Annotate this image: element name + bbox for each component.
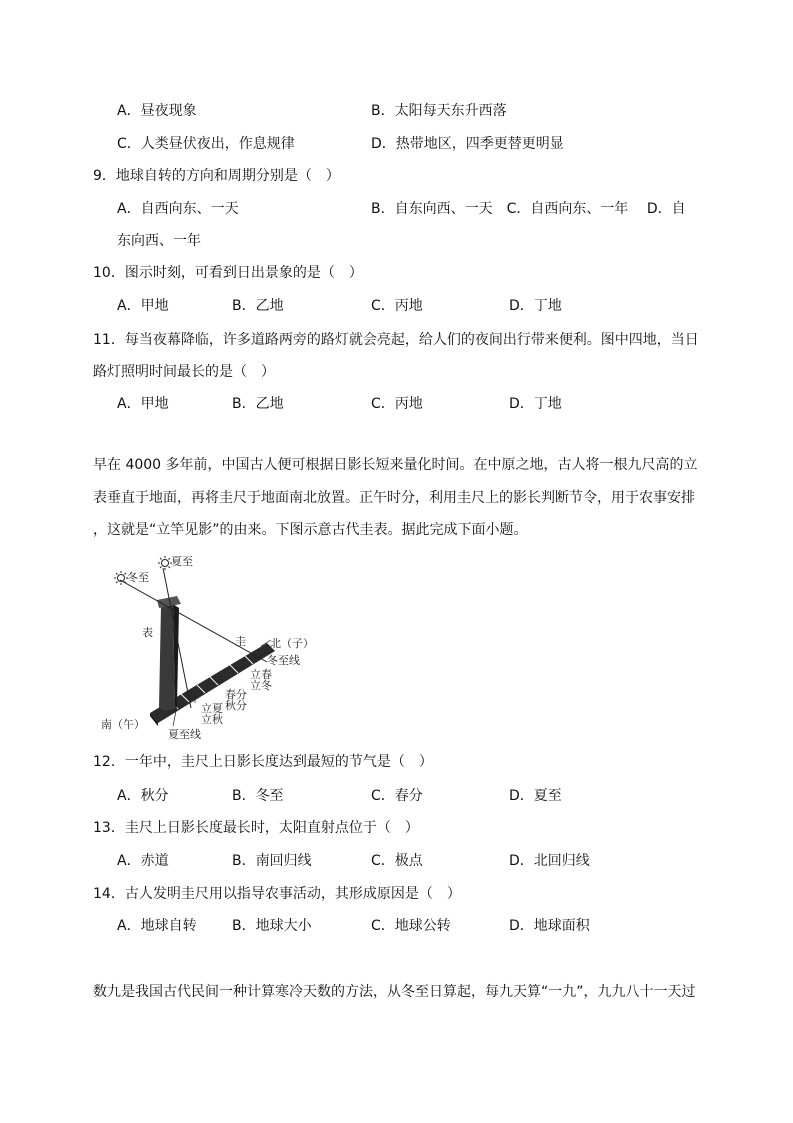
q9-option-d-continued: 东向西、一年 bbox=[117, 233, 201, 249]
passage1-line1: 早在 4000 多年前，中国古人便可根据日影长短来量化时间。在中原之地，古人将一根九尺高的立 bbox=[93, 457, 698, 473]
q11-option-c: C．丙地 bbox=[371, 396, 423, 412]
label-gui: 圭 bbox=[235, 635, 246, 648]
winter-sun-icon bbox=[114, 571, 128, 585]
q13-option-d: D．北回归线 bbox=[509, 853, 590, 869]
q9-stem: 9．地球自转的方向和周期分别是（ ） bbox=[93, 168, 340, 184]
passage1-line3: ，这就是“立竿见影”的由来。下图示意古代圭表。据此完成下面小题。 bbox=[93, 522, 528, 538]
label-lixia: 立夏 bbox=[201, 702, 223, 715]
q12-stem: 12．一年中，圭尺上日影长度达到最短的节气是（ ） bbox=[93, 754, 433, 770]
q14-option-d: D．地球面积 bbox=[509, 918, 590, 934]
q12-option-b: B．冬至 bbox=[232, 788, 284, 804]
q12-option-d: D．夏至 bbox=[509, 788, 562, 804]
q13-stem: 13．圭尺上日影长度最长时，太阳直射点位于（ ） bbox=[93, 820, 419, 836]
q14-option-c: C．地球公转 bbox=[371, 918, 451, 934]
label-summer-line: 夏至线 bbox=[168, 728, 201, 741]
label-winter-solstice: 冬至 bbox=[127, 571, 149, 584]
q11-option-a: A．甲地 bbox=[117, 396, 169, 412]
q8-option-d: D．热带地区，四季更替更明显 bbox=[371, 136, 564, 152]
label-biao: 表 bbox=[142, 626, 153, 639]
passage1-line2: 表垂直于地面，再将圭尺于地面南北放置。正午时分，利用圭尺上的影长判断节令，用于农事安排 bbox=[93, 490, 695, 506]
q11-stem-line2: 路灯照明时间最长的是（ ） bbox=[93, 364, 275, 380]
q14-option-a: A．地球自转 bbox=[117, 918, 197, 934]
q10-stem: 10．图示时刻，可看到日出景象的是（ ） bbox=[93, 265, 363, 281]
label-lidong: 立冬 bbox=[250, 679, 272, 692]
passage2-line1: 数九是我国古代民间一种计算寒冷天数的方法，从冬至日算起，每九天算“一九”，九九八十一天过 bbox=[93, 984, 696, 1000]
label-north: 北（子） bbox=[270, 637, 314, 650]
q11-stem-line1: 11．每当夜幕降临，许多道路两旁的路灯就会亮起，给人们的夜间出行带来便利。图中四地，当日 bbox=[93, 332, 699, 348]
q13-option-b: B．南回归线 bbox=[232, 853, 312, 869]
q8-option-a: A．昼夜现象 bbox=[117, 103, 197, 119]
q14-stem: 14．古人发明圭尺用以指导农事活动，其形成原因是（ ） bbox=[93, 886, 461, 902]
q11-option-d: D．丁地 bbox=[509, 396, 562, 412]
q9-option-a: A．自西向东、一天 bbox=[117, 201, 239, 217]
gnomon-figure bbox=[95, 548, 325, 743]
label-winter-line: 冬至线 bbox=[267, 654, 300, 667]
label-south: 南（午） bbox=[101, 718, 145, 731]
label-liqiu: 立秋 bbox=[201, 713, 223, 726]
q9-options-bcd: B．自东向西、一天 C．自西向东、一年 D．自 bbox=[371, 201, 686, 217]
q10-option-d: D．丁地 bbox=[509, 298, 562, 314]
q8-option-c: C．人类昼伏夜出，作息规律 bbox=[117, 136, 295, 152]
label-chunfen: 春分 bbox=[225, 688, 247, 701]
q10-option-b: B．乙地 bbox=[232, 298, 284, 314]
q14-option-b: B．地球大小 bbox=[232, 918, 312, 934]
summer-sun-icon bbox=[158, 556, 172, 570]
biao-pillar bbox=[159, 604, 175, 711]
label-summer-solstice: 夏至 bbox=[171, 555, 193, 568]
q12-option-a: A．秋分 bbox=[117, 788, 169, 804]
q10-option-c: C．丙地 bbox=[371, 298, 423, 314]
label-lichun: 立春 bbox=[250, 668, 272, 681]
label-qiufen: 秋分 bbox=[225, 699, 247, 712]
q13-option-a: A．赤道 bbox=[117, 853, 169, 869]
q12-option-c: C．春分 bbox=[371, 788, 423, 804]
q10-option-a: A．甲地 bbox=[117, 298, 169, 314]
winter-sun-ray bbox=[120, 580, 267, 662]
q13-option-c: C．极点 bbox=[371, 853, 423, 869]
q8-option-b: B．太阳每天东升西落 bbox=[371, 103, 507, 119]
q11-option-b: B．乙地 bbox=[232, 396, 284, 412]
